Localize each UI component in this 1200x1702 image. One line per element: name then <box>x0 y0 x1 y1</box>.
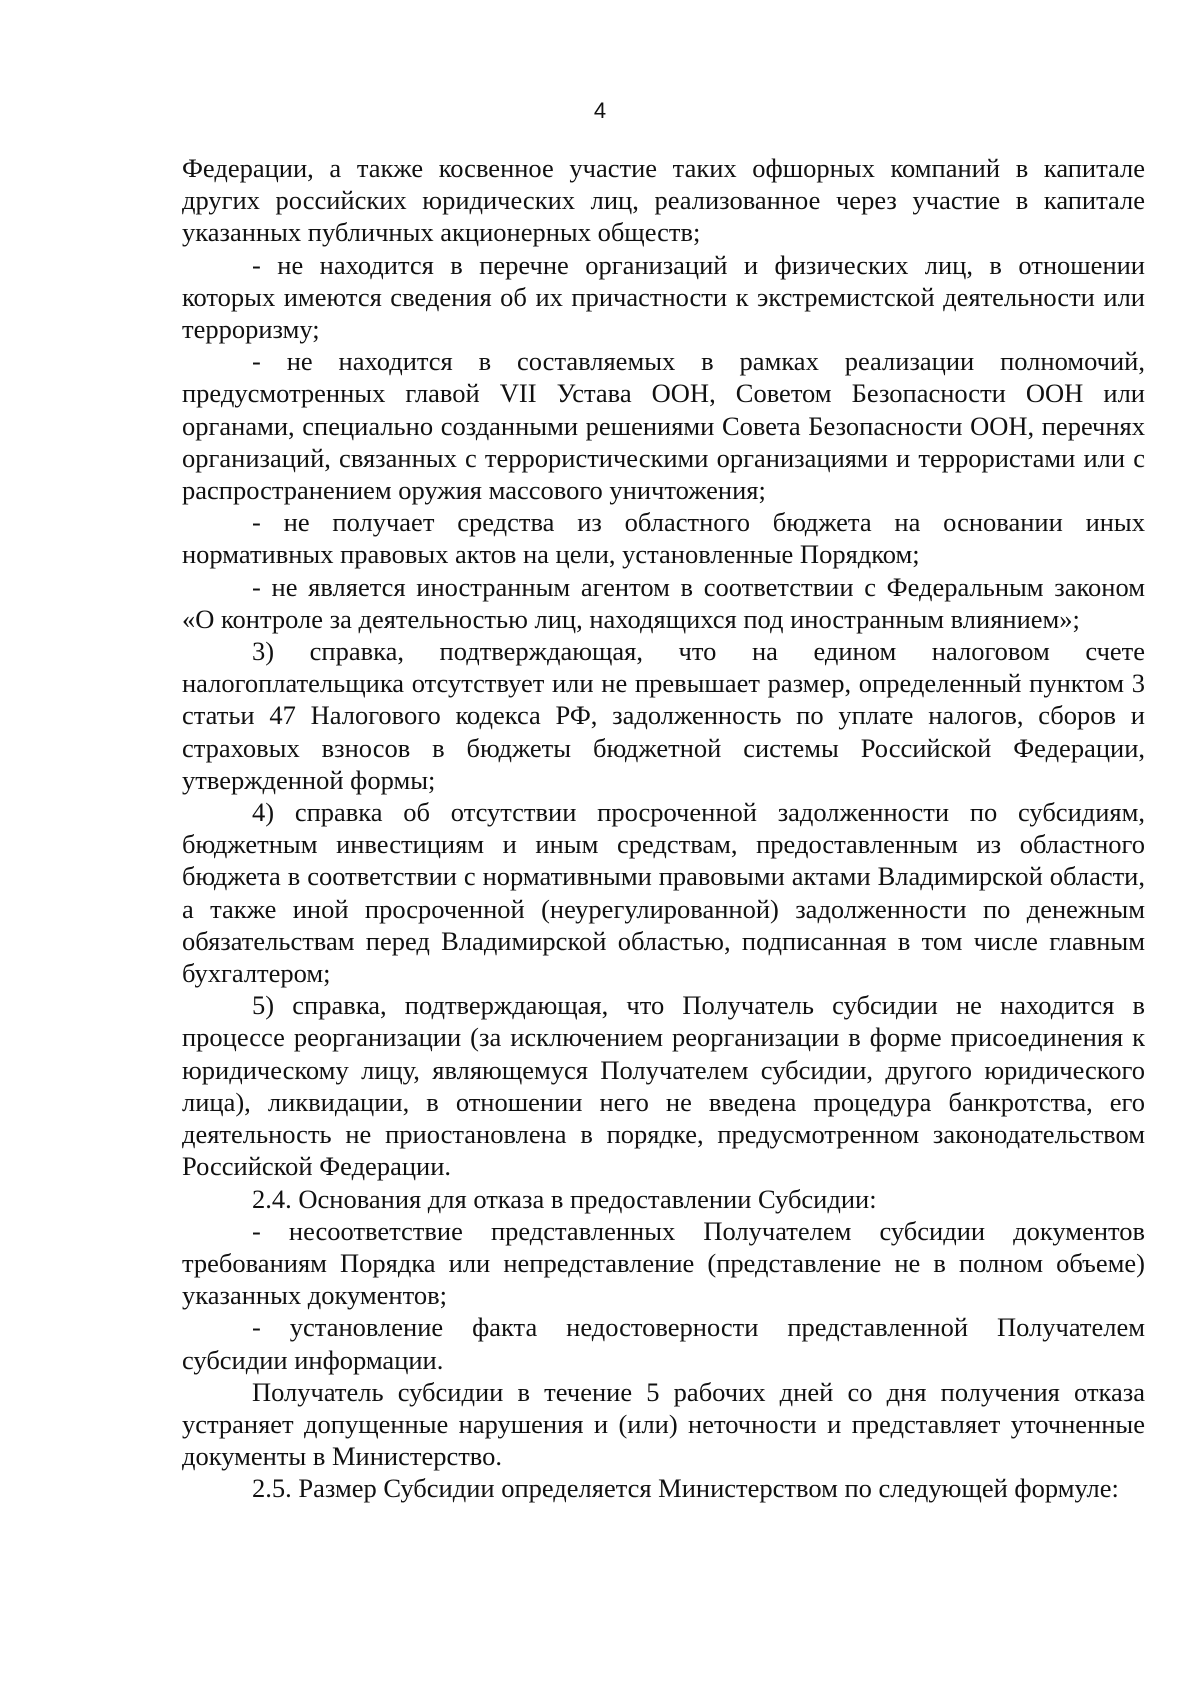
paragraph: 2.5. Размер Субсидии определяется Министерством по следующей формуле: <box>252 1473 1119 1504</box>
paragraph: 5) справка, подтверждающая, что Получатель субсидии не находится в процессе реорганизации (за исключением реорганизации в форме присоединения к юридическому лицу, являющемуся Получателем субсидии, другого юридического лица), ликвидации, в отношении него не введена процедура банкротства, его деятельность не приостановлена в порядке, предусмотренном законодательством Российской Федерации. <box>182 990 1145 1182</box>
paragraph: 3) справка, подтверждающая, что на едином налоговом счете налогоплательщика отсутствует или не превышает размер, определенный пунктом 3 статьи 47 Налогового кодекса РФ, задолженность по уплате налогов, сборов и страховых взносов в бюджеты бюджетной системы Российской Федерации, утвержденной формы; <box>182 636 1145 795</box>
paragraph: - установление факта недостоверности представленной Получателем субсидии информации. <box>182 1312 1145 1375</box>
paragraph: - несоответствие представленных Получателем субсидии документов требованиям Порядка или непредставление (представление не в полном объеме) указанных документов; <box>182 1215 1145 1311</box>
paragraph: - не находится в составляемых в рамках реализации полномочий, предусмотренных главой VII Устава ООН, Советом Безопасности ООН или органами, специально созданными решениями Совета Безопасности ООН, перечнях организаций, связанных с террористическими организациями и террористами или с распространением оружия массового уничтожения; <box>182 346 1145 506</box>
paragraph: 4) справка об отсутствии просроченной задолженности по субсидиям, бюджетным инвестициям и иным средствам, предоставленным из областного бюджета в соответствии с нормативными правовыми актами Владимирской области, а также иной просроченной (неурегулированной) задолженности по денежным обязательствам перед Владимирской областью, подписанная в том числе главным бухгалтером; <box>182 797 1145 989</box>
page-number: 4 <box>593 98 607 123</box>
paragraph: - не находится в перечне организаций и физических лиц, в отношении которых имеются сведения об их причастности к экстремистской деятельности или терроризму; <box>182 249 1145 345</box>
document-body <box>182 152 1145 1505</box>
paragraph: Федерации, а также косвенное участие таких офшорных компаний в капитале других российских юридических лиц, реализованное через участие в капитале указанных публичных акционерных обществ; <box>182 153 1145 248</box>
paragraph: - не является иностранным агентом в соответствии с Федеральным законом «О контроле за деятельностью лиц, находящихся под иностранным влиянием»; <box>182 571 1145 634</box>
paragraph: Получатель субсидии в течение 5 рабочих дней со дня получения отказа устраняет допущенные нарушения и (или) неточности и представляет уточненные документы в Министерство. <box>182 1376 1145 1472</box>
paragraph: - не получает средства из областного бюджета на основании иных нормативных правовых актов на цели, установленные Порядком; <box>182 507 1145 570</box>
paragraph: 2.4. Основания для отказа в предоставлении Субсидии: <box>252 1183 877 1214</box>
